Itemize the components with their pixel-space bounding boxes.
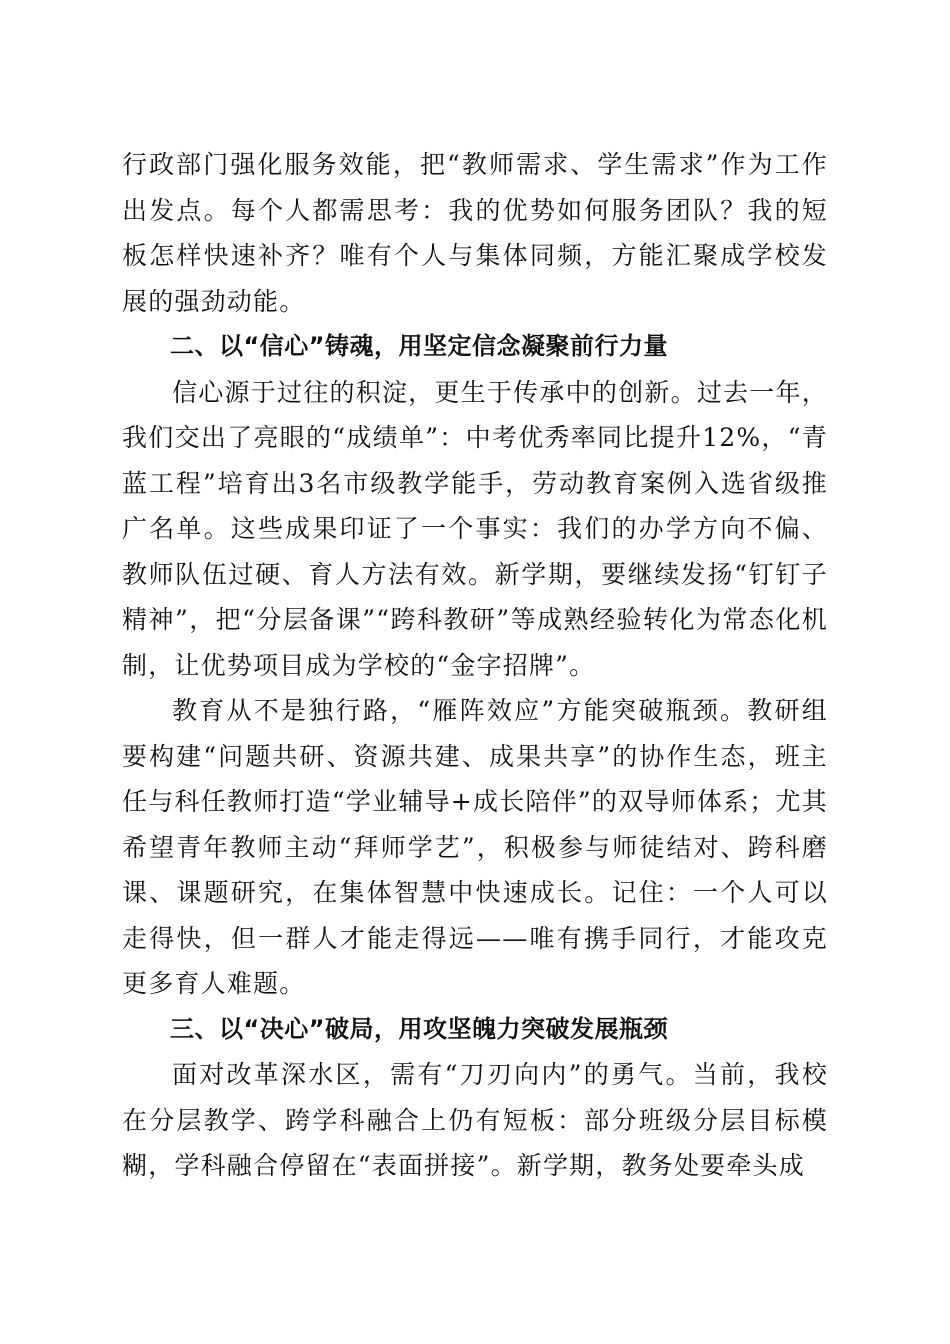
paragraph: 信心源于过往的积淀，更生于传承中的创新。过去一年，我们交出了亮眼的“成绩单”：中考优秀率同比提升12%，“青蓝工程”培育出3名市级教学能手，劳动教育案例入选省级推广名单。这些成果印证了一个事实：我们的办学方向不偏、教师队伍过硬、育人方法有效。新学期，要继续发扬“钉钉子精神”，把“分层备课”“跨科教研”等成熟经验转化为常态化机制，让优势项目成为学校的“金字招牌”。 — [122, 377, 828, 680]
paragraph: 面对改革深水区，需有“刀刃向内”的勇气。当前，我校在分层教学、跨学科融合上仍有短板：部分班级分层目标模糊，学科融合停留在“表面拼接”。新学期，教务处要牵头成 — [122, 1060, 828, 1180]
section-heading-2: 二、以“信心”铸魂，用坚定信念凝聚前行力量 — [170, 332, 669, 360]
document-body — [122, 142, 828, 1189]
paragraph-continued: 行政部门强化服务效能，把“教师需求、学生需求”作为工作出发点。每个人都需思考：我的优势如何服务团队？我的短板怎样快速补齐？唯有个人与集体同频，方能汇聚成学校发展的强劲动能。 — [122, 150, 828, 316]
paragraph: 教育从不是独行路，“雁阵效应”方能突破瓶颈。教研组要构建“问题共研、资源共建、成果共享”的协作生态，班主任与科任教师打造“学业辅导+成长陪伴”的双导师体系；尤其希望青年教师主动“拜师学艺”，积极参与师徒结对、跨科磨课、课题研究，在集体智慧中快速成长。记住：一个人可以走得快，但一群人才能走得远——唯有携手同行，才能攻克更多育人难题。 — [122, 696, 828, 998]
section-heading-3: 三、以“决心”破局，用攻坚魄力突破发展瓶颈 — [170, 1014, 669, 1043]
